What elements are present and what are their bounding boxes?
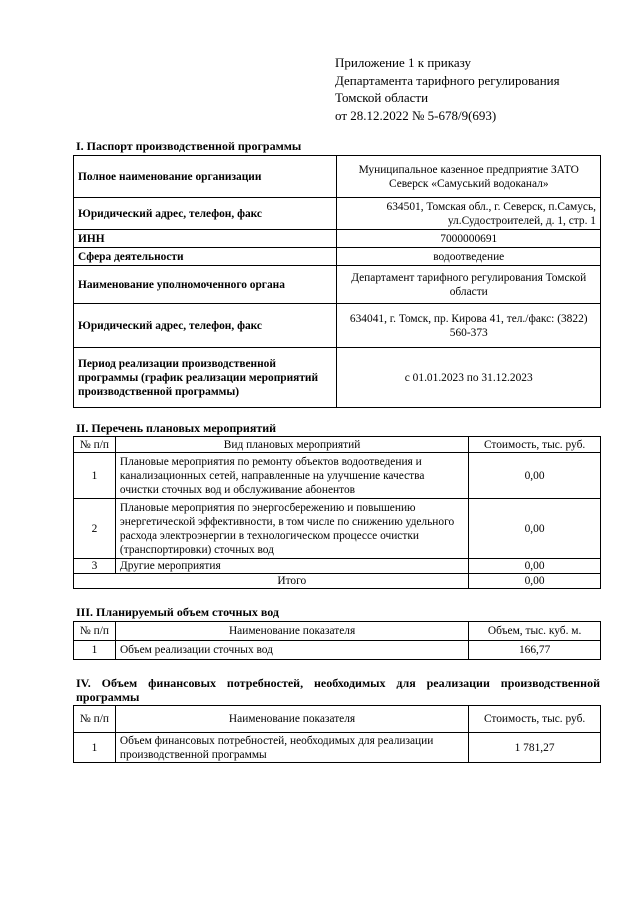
financial-needs-table bbox=[73, 705, 601, 763]
table-row bbox=[74, 266, 601, 304]
activity-name: Плановые мероприятия по ремонту объектов водоотведения и канализационных сетей, направленные на улучшение качества очистки сточных вод и обслуживание абонентов bbox=[115, 453, 468, 499]
header-line: Департамента тарифного регулирования bbox=[335, 72, 560, 88]
table-row bbox=[74, 559, 601, 574]
table-row bbox=[74, 248, 601, 266]
indicator-name: Объем финансовых потребностей, необходимых для реализации производственной программы bbox=[115, 733, 468, 763]
section-2-title: II. Перечень плановых мероприятий bbox=[76, 421, 277, 435]
column-header: № п/п bbox=[74, 706, 116, 733]
row-value: 634501, Томская обл., г. Северск, п.Самусь, ул.Судостроителей, д. 1, стр. 1 bbox=[337, 198, 601, 230]
indicator-value: 166,77 bbox=[469, 641, 601, 660]
planned-activities-table bbox=[73, 436, 601, 589]
section-3-title: III. Планируемый объем сточных вод bbox=[76, 605, 279, 619]
row-label: Сфера деятельности bbox=[74, 248, 337, 266]
column-header: № п/п bbox=[74, 622, 116, 641]
section-4-title: IV. Объем финансовых потребностей, необходимых для реализации производственной программы bbox=[76, 676, 600, 704]
total-value: 0,00 bbox=[469, 574, 601, 589]
table-row bbox=[74, 198, 601, 230]
column-header: Наименование показателя bbox=[115, 622, 468, 641]
row-label: Полное наименование организации bbox=[74, 156, 337, 198]
row-value: 634041, г. Томск, пр. Кирова 41, тел./факс: (3822) 560-373 bbox=[337, 304, 601, 348]
table-row bbox=[74, 348, 601, 408]
column-header: Объем, тыс. куб. м. bbox=[469, 622, 601, 641]
table-row bbox=[74, 641, 601, 660]
row-number: 1 bbox=[74, 733, 116, 763]
activity-name: Плановые мероприятия по энергосбережению и повышению энергетической эффективности, в том числе по снижению удельного расхода электроэнергии в технологическом процессе очистки (транспортировки) сточных вод bbox=[115, 499, 468, 559]
header-line: Томской области bbox=[335, 90, 429, 105]
row-number: 1 bbox=[74, 453, 116, 499]
row-label: Наименование уполномоченного органа bbox=[74, 266, 337, 304]
column-header: Вид плановых мероприятий bbox=[115, 437, 468, 453]
table-row bbox=[74, 230, 601, 248]
row-label: ИНН bbox=[74, 230, 337, 248]
activity-name: Другие мероприятия bbox=[115, 559, 468, 574]
table-header-row bbox=[74, 622, 601, 641]
total-row bbox=[74, 574, 601, 589]
column-header: Наименование показателя bbox=[115, 706, 468, 733]
row-value: с 01.01.2023 по 31.12.2023 bbox=[337, 348, 601, 408]
activity-cost: 0,00 bbox=[469, 499, 601, 559]
activity-cost: 0,00 bbox=[469, 559, 601, 574]
table-row bbox=[74, 304, 601, 348]
row-value: водоотведение bbox=[337, 248, 601, 266]
indicator-name: Объем реализации сточных вод bbox=[115, 641, 468, 660]
table-row bbox=[74, 453, 601, 499]
row-number: 2 bbox=[74, 499, 116, 559]
row-label: Юридический адрес, телефон, факс bbox=[74, 304, 337, 348]
row-label: Юридический адрес, телефон, факс bbox=[74, 198, 337, 230]
table-header-row bbox=[74, 437, 601, 453]
indicator-value: 1 781,27 bbox=[469, 733, 601, 763]
table-row bbox=[74, 156, 601, 198]
row-value: Департамент тарифного регулирования Томской области bbox=[337, 266, 601, 304]
activity-cost: 0,00 bbox=[469, 453, 601, 499]
row-label: Период реализации производственной программы (график реализации мероприятий производственной программы) bbox=[74, 348, 337, 408]
wastewater-volume-table bbox=[73, 621, 601, 660]
column-header: Стоимость, тыс. руб. bbox=[469, 706, 601, 733]
table-row bbox=[74, 733, 601, 763]
header-line: от 28.12.2022 № 5-678/9(693) bbox=[335, 107, 497, 123]
table-header-row bbox=[74, 706, 601, 733]
row-value: Муниципальное казенное предприятие ЗАТО Северск «Самуський водоканал» bbox=[337, 156, 601, 198]
section-1-title: I. Паспорт производственной программы bbox=[76, 139, 302, 153]
header-line: Приложение 1 к приказу bbox=[335, 55, 472, 70]
table-row bbox=[74, 499, 601, 559]
order-reference-header bbox=[335, 54, 560, 124]
passport-table bbox=[73, 155, 601, 408]
column-header: Стоимость, тыс. руб. bbox=[469, 437, 601, 453]
column-header: № п/п bbox=[74, 437, 116, 453]
row-number: 1 bbox=[74, 641, 116, 660]
row-value: 7000000691 bbox=[337, 230, 601, 248]
total-label: Итого bbox=[115, 574, 468, 589]
row-number: 3 bbox=[74, 559, 116, 574]
